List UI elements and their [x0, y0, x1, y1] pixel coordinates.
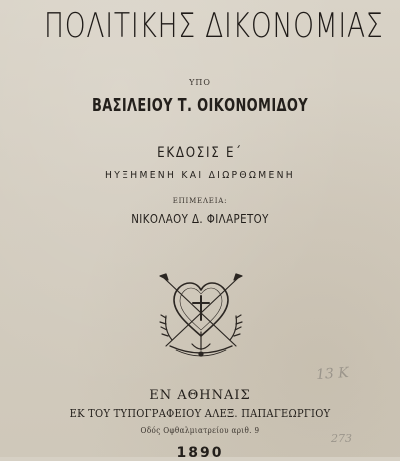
- book-title: ΠΟΛΙΤΙΚΗΣ ΔΙΚΟΝΟΜΙΑΣ: [44, 6, 384, 46]
- shelf-mark: 273: [331, 432, 352, 445]
- by-preposition: ΥΠΟ: [189, 78, 211, 87]
- supervision-label: ΕΠΙΜΕΛΕΙΑ:: [172, 197, 228, 205]
- edition-label: ΕΚΔΟΣΙΣ Ε΄: [157, 145, 243, 161]
- edition-description: ΗΥΞΗΜΕΝΗ ΚΑΙ ΔΙΩΡΘΩΜΕΝΗ: [104, 170, 296, 181]
- imprint-printer: ΕΚ ΤΟΥ ΤΥΠΟΓΡΑΦΕΙΟΥ ΑΛΕΞ. ΠΑΠΑΓΕΩΡΓΙΟΥ: [69, 407, 331, 420]
- supervisor-name: ΝΙΚΟΛΑΟΥ Δ. ΦΙΛΑΡΕΤΟΥ: [131, 211, 269, 226]
- author-name: ΒΑΣΙΛΕΙΟΥ Τ. ΟΙΚΟΝΟΜΙΔΟΥ: [91, 95, 309, 116]
- imprint-year: 1890: [176, 445, 224, 461]
- heart-cross-anchor-emblem-icon: [150, 270, 252, 362]
- pencil-note: 13 Κ: [315, 364, 350, 384]
- imprint-city: ΕΝ ΑΘΗΝΑΙΣ: [149, 388, 251, 403]
- supervision-label-text: ΕΠΙΜΕΛΕΙΑ: [172, 197, 225, 205]
- imprint-street: Οδός Οφθαλμιατρείου αριθ. 9: [140, 426, 260, 435]
